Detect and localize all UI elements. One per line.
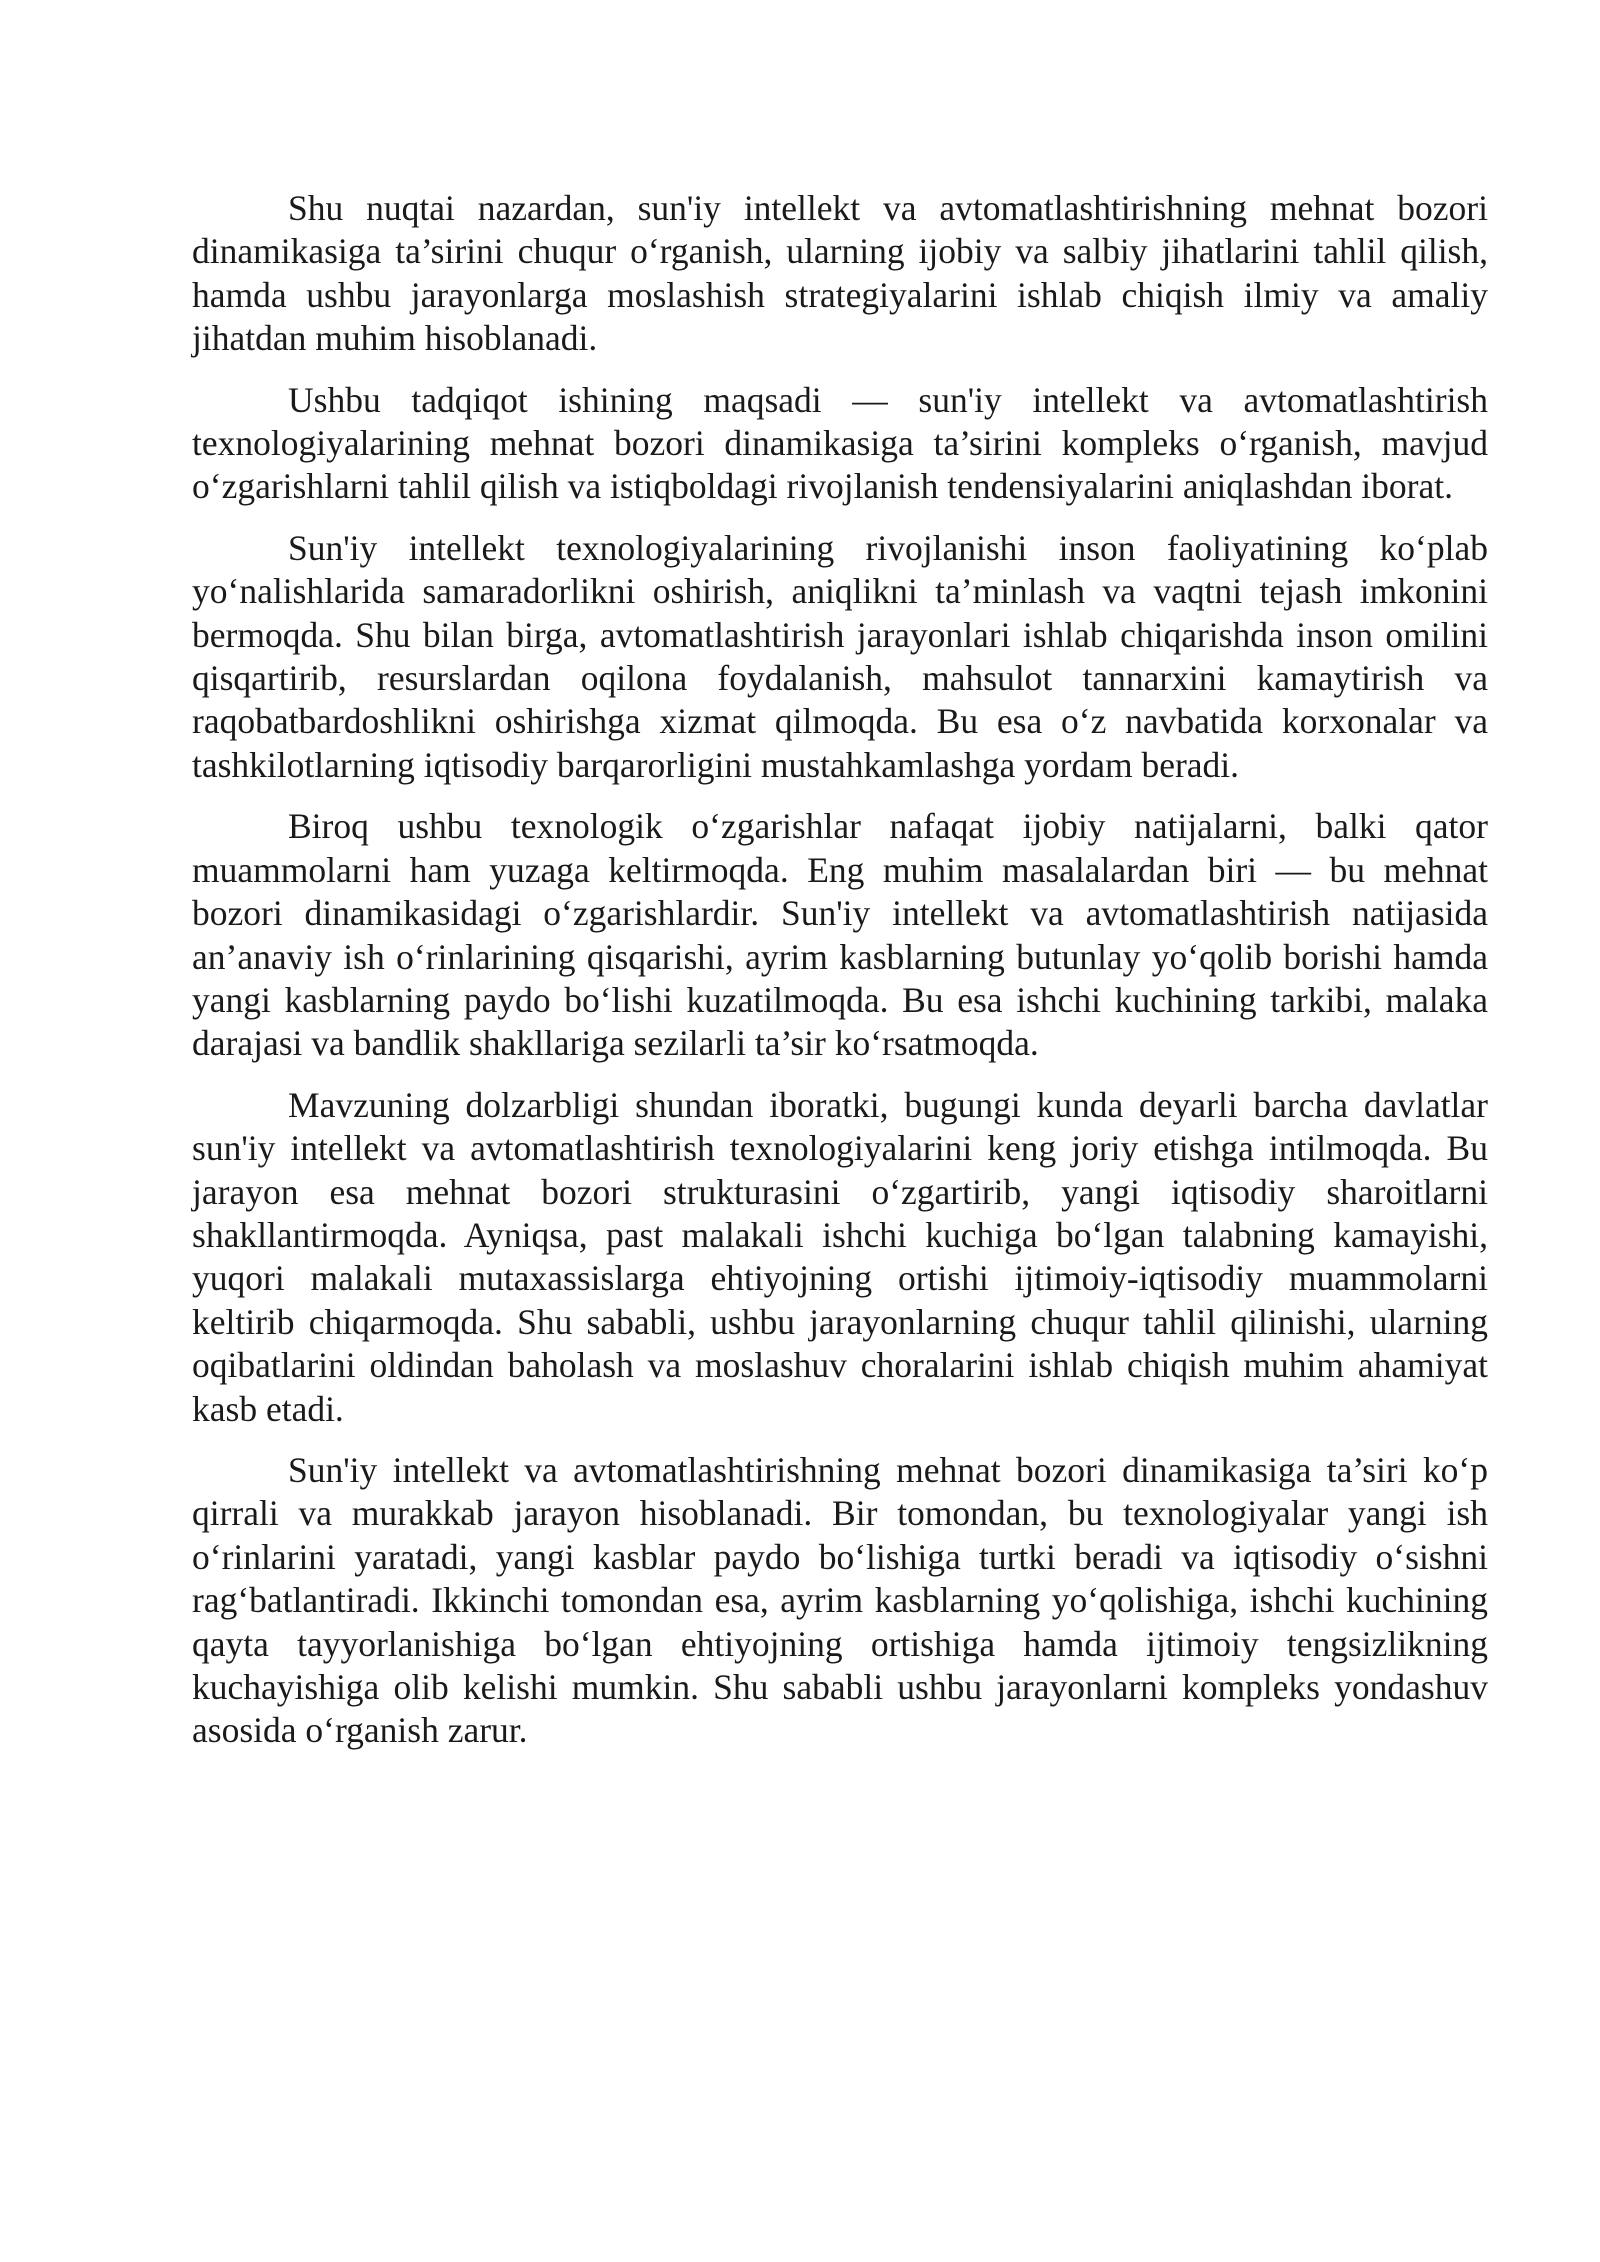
paragraph-6: Sun'iy intellekt va avtomatlashtirishning mehnat bozori dinamikasiga ta’siri ko‘p qirrali va murakkab jarayon hisoblanadi. Bir tomondan, bu texnologiyalar yangi ish o‘rinlarini yaratadi, yangi kasblar paydo bo‘lishiga turtki beradi va iqtisodiy o‘sishni rag‘batlantiradi. Ikkinchi tomondan esa, ayrim kasblarning yo‘qolishiga, ishchi kuchining qayta tayyorlanishiga bo‘lgan ehtiyojning ortishiga hamda ijtimoiy tengsizlikning kuchayishiga olib kelishi mumkin. Shu sababli ushbu jarayonlarni kompleks yondashuv asosida o‘rganish zarur. [192,1449,1488,1751]
paragraph-1: Shu nuqtai nazardan, sun'iy intellekt va avtomatlashtirishning mehnat bozori dinamikasiga ta’sirini chuqur o‘rganish, ularning ijobiy va salbiy jihatlarini tahlil qilish, hamda ushbu jarayonlarga moslashish strategiyalarini ishlab chiqish ilmiy va amaliy jihatdan muhim hisoblanadi. [192,188,1488,359]
paragraph-5: Mavzuning dolzarbligi shundan iboratki, bugungi kunda deyarli barcha davlatlar sun'iy intellekt va avtomatlashtirish texnologiyalarini keng joriy etishga intilmoqda. Bu jarayon esa mehnat bozori strukturasini o‘zgartirib, yangi iqtisodiy sharoitlarni shakllantirmoqda. Ayniqsa, past malakali ishchi kuchiga bo‘lgan talabning kamayishi, yuqori malakali mutaxassislarga ehtiyojning ortishi ijtimoiy-iqtisodiy muammolarni keltirib chiqarmoqda. Shu sababli, ushbu jarayonlarning chuqur tahlil qilinishi, ularning oqibatlarini oldindan baholash va moslashuv choralarini ishlab chiqish muhim ahamiyat kasb etadi. [192,1084,1488,1429]
paragraph-2: Ushbu tadqiqot ishining maqsadi — sun'iy intellekt va avtomatlashtirish texnologiyalarining mehnat bozori dinamikasiga ta’sirini kompleks o‘rganish, mavjud o‘zgarishlarni tahlil qilish va istiqboldagi rivojlanish tendensiyalarini aniqlashdan iborat. [192,379,1488,507]
paragraph-3: Sun'iy intellekt texnologiyalarining rivojlanishi inson faoliyatining ko‘plab yo‘nalishlarida samaradorlikni oshirish, aniqlikni ta’minlash va vaqtni tejash imkonini bermoqda. Shu bilan birga, avtomatlashtirish jarayonlari ishlab chiqarishda inson omilini qisqartirib, resurslardan oqilona foydalanish, mahsulot tannarxini kamaytirish va raqobatbardoshlikni oshirishga xizmat qilmoqda. Bu esa o‘z navbatida korxonalar va tashkilotlarning iqtisodiy barqarorligini mustahkamlashga yordam beradi. [192,527,1488,785]
paragraph-4: Biroq ushbu texnologik o‘zgarishlar nafaqat ijobiy natijalarni, balki qator muammolarni ham yuzaga keltirmoqda. Eng muhim masalalardan biri — bu mehnat bozori dinamikasidagi o‘zgarishlardir. Sun'iy intellekt va avtomatlashtirish natijasida an’anaviy ish o‘rinlarining qisqarishi, ayrim kasblarning butunlay yo‘qolib borishi hamda yangi kasblarning paydo bo‘lishi kuzatilmoqda. Bu esa ishchi kuchining tarkibi, malaka darajasi va bandlik shakllariga sezilarli ta’sir ko‘rsatmoqda. [192,806,1488,1064]
document-body [192,187,1488,1771]
